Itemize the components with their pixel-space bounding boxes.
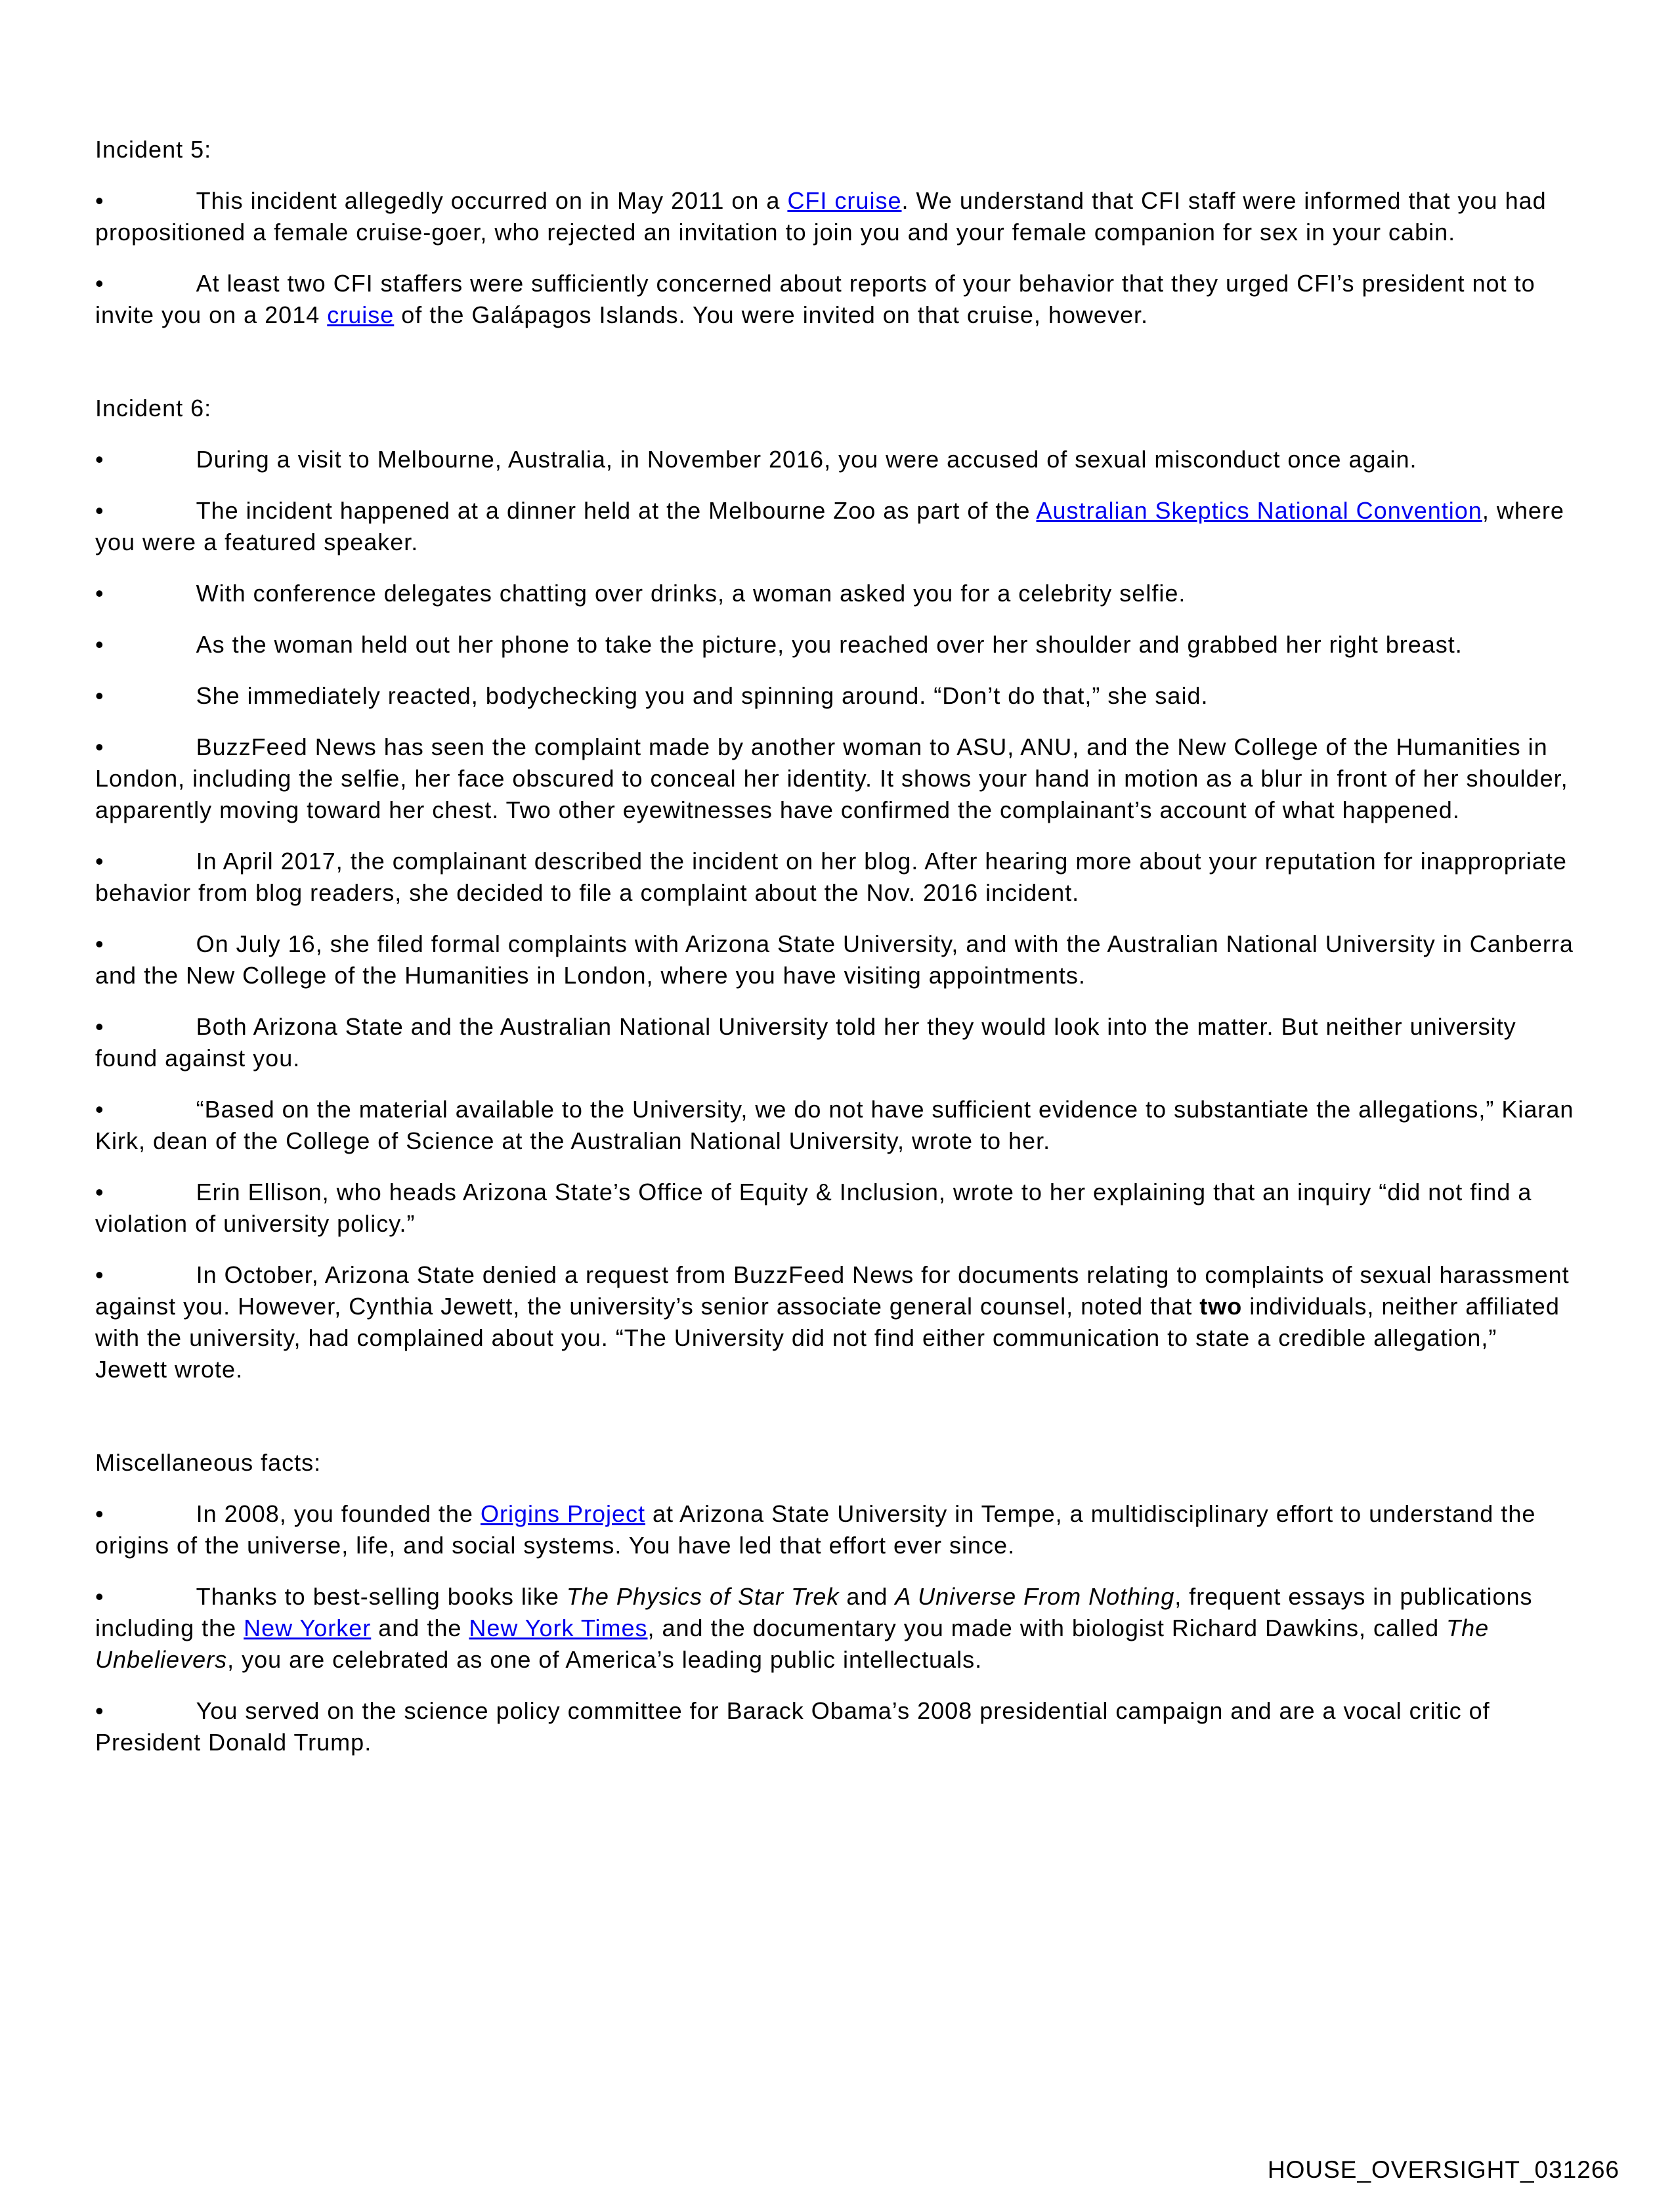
- text-run: BuzzFeed News has seen the complaint made by another woman to ASU, ANU, and the New College of the Humanities in London, including the selfie, her face obscured to conceal her identity. It shows your hand in motion as a blur in front of her shoulder, apparently moving toward her chest. Two other eyewitnesses have confirmed the complainant’s account of what happened.: [95, 733, 1568, 823]
- bullet-item: [95, 629, 1576, 661]
- text-run: At least two CFI staffers were sufficiently concerned about reports of your behavior that they urged CFI’s president not to invite you on a 2014: [95, 270, 1535, 328]
- text-run: The incident happened at a dinner held at the Melbourne Zoo as part of the: [196, 497, 1037, 524]
- bullet-icon: •: [95, 187, 104, 214]
- text-run: In October, Arizona State denied a request from BuzzFeed News for documents relating to complaints of sexual harassment against you. However, Cynthia Jewett, the university’s senior associate general counsel, noted that: [95, 1261, 1570, 1320]
- bullet-icon: •: [95, 1500, 104, 1527]
- text-run: , you are celebrated as one of America’s leading public intellectuals.: [227, 1646, 983, 1673]
- bullet-icon: •: [95, 930, 104, 957]
- bullet-item: [95, 1177, 1576, 1240]
- text-run: . We understand that CFI staff were informed that you had propositioned a female cruise-goer, who rejected an invitation to join you and your female companion for sex in your cabin.: [95, 187, 1547, 246]
- bullet-icon: •: [95, 1096, 104, 1123]
- text-run: , frequent essays in publications including the: [95, 1583, 1533, 1641]
- bullet-icon: •: [95, 631, 104, 658]
- bullet-icon: •: [95, 580, 104, 607]
- bullet-item: [95, 1581, 1576, 1676]
- bullet-item: [95, 928, 1576, 991]
- bullet-icon: •: [95, 446, 104, 473]
- bullet-item: [95, 680, 1576, 712]
- text-run: In April 2017, the complainant described the incident on her blog. After hearing more about your reputation for inappropriate behavior from blog readers, she decided to file a complaint about the Nov. 2016 incident.: [95, 848, 1567, 906]
- text-run: On July 16, she filed formal complaints with Arizona State University, and with the Australian National University in Canberra and the New College of the Humanities in London, where you have visiting appointments.: [95, 930, 1574, 989]
- text-run: As the woman held out her phone to take the picture, you reached over her shoulder and grabbed her right breast.: [196, 631, 1463, 658]
- text-run: of the Galápagos Islands. You were invited on that cruise, however.: [394, 301, 1148, 328]
- bullet-item: [95, 495, 1576, 558]
- text-run: The Unbelievers: [95, 1615, 1490, 1673]
- new-yorker-link[interactable]: New Yorker: [244, 1615, 372, 1641]
- bullet-icon: •: [95, 1261, 104, 1288]
- bullet-item: [95, 1094, 1576, 1157]
- bullet-item: [95, 578, 1576, 609]
- text-run: With conference delegates chatting over drinks, a woman asked you for a celebrity selfie.: [196, 580, 1186, 607]
- bullet-icon: •: [95, 1179, 104, 1205]
- text-run: She immediately reacted, bodychecking you and spinning around. “Don’t do that,” she said.: [196, 682, 1209, 709]
- origins-project-link[interactable]: Origins Project: [480, 1500, 646, 1527]
- section-heading-miscellaneous-facts: Miscellaneous facts:: [95, 1449, 322, 1476]
- text-run: at Arizona State University in Tempe, a multidisciplinary effort to understand the origins of the universe, life, and social systems. You have led that effort ever since.: [95, 1500, 1536, 1559]
- bullet-item: [95, 731, 1576, 826]
- bullet-item: [95, 268, 1576, 331]
- bullet-item: [95, 1695, 1576, 1758]
- text-run: During a visit to Melbourne, Australia, in November 2016, you were accused of sexual misconduct once again.: [196, 446, 1417, 473]
- bullet-item: [95, 444, 1576, 475]
- bullet-icon: •: [95, 270, 104, 297]
- bullet-icon: •: [95, 1013, 104, 1040]
- section-heading-incident-6: Incident 6:: [95, 395, 212, 422]
- text-run: Both Arizona State and the Australian National University told her they would look into the matter. But neither university found against you.: [95, 1013, 1516, 1072]
- section-heading-incident-5: Incident 5:: [95, 136, 212, 163]
- text-run: , and the documentary you made with biologist Richard Dawkins, called: [647, 1615, 1447, 1641]
- text-run: The Physics of Star Trek: [566, 1583, 840, 1610]
- bullet-icon: •: [95, 1583, 104, 1610]
- bullet-icon: •: [95, 1697, 104, 1724]
- bullet-icon: •: [95, 497, 104, 524]
- new-york-times-link[interactable]: New York Times: [469, 1615, 648, 1641]
- bullet-item: [95, 1011, 1576, 1074]
- cruise-link[interactable]: cruise: [327, 301, 395, 328]
- document-body: [95, 134, 1576, 1778]
- bullet-icon: •: [95, 733, 104, 760]
- bullet-icon: •: [95, 682, 104, 709]
- text-run: and the: [371, 1615, 469, 1641]
- bullet-icon: •: [95, 848, 104, 875]
- text-run: This incident allegedly occurred on in May 2011 on a: [196, 187, 788, 214]
- text-run: Erin Ellison, who heads Arizona State’s Office of Equity & Inclusion, wrote to her explaining that an inquiry “did not find a violation of university policy.”: [95, 1179, 1532, 1237]
- bullet-item: [95, 1498, 1576, 1561]
- footer-bates-number: HOUSE_OVERSIGHT_031266: [1267, 2156, 1620, 2183]
- text-run: In 2008, you founded the: [196, 1500, 481, 1527]
- text-run: individuals, neither affiliated with the university, had complained about you. “The University did not find either communication to state a credible allegation,” Jewett wrote.: [95, 1293, 1560, 1383]
- text-run: Thanks to best-selling books like: [196, 1583, 567, 1610]
- text-run: “Based on the material available to the University, we do not have sufficient evidence to substantiate the allegations,” Kiaran Kirk, dean of the College of Science at the Australian National University, wrote to her.: [95, 1096, 1574, 1154]
- bullet-item: [95, 1259, 1576, 1385]
- text-run: , where you were a featured speaker.: [95, 497, 1564, 555]
- australian-skeptics-national-convention-link[interactable]: Australian Skeptics National Convention: [1036, 497, 1482, 524]
- text-run: You served on the science policy committee for Barack Obama’s 2008 presidential campaign and are a vocal critic of President Donald Trump.: [95, 1697, 1490, 1756]
- bullet-item: [95, 185, 1576, 248]
- bullet-item: [95, 846, 1576, 909]
- text-run: and: [839, 1583, 895, 1610]
- text-run: two: [1199, 1293, 1243, 1320]
- cfi-cruise-link[interactable]: CFI cruise: [787, 187, 902, 214]
- text-run: A Universe From Nothing: [895, 1583, 1175, 1610]
